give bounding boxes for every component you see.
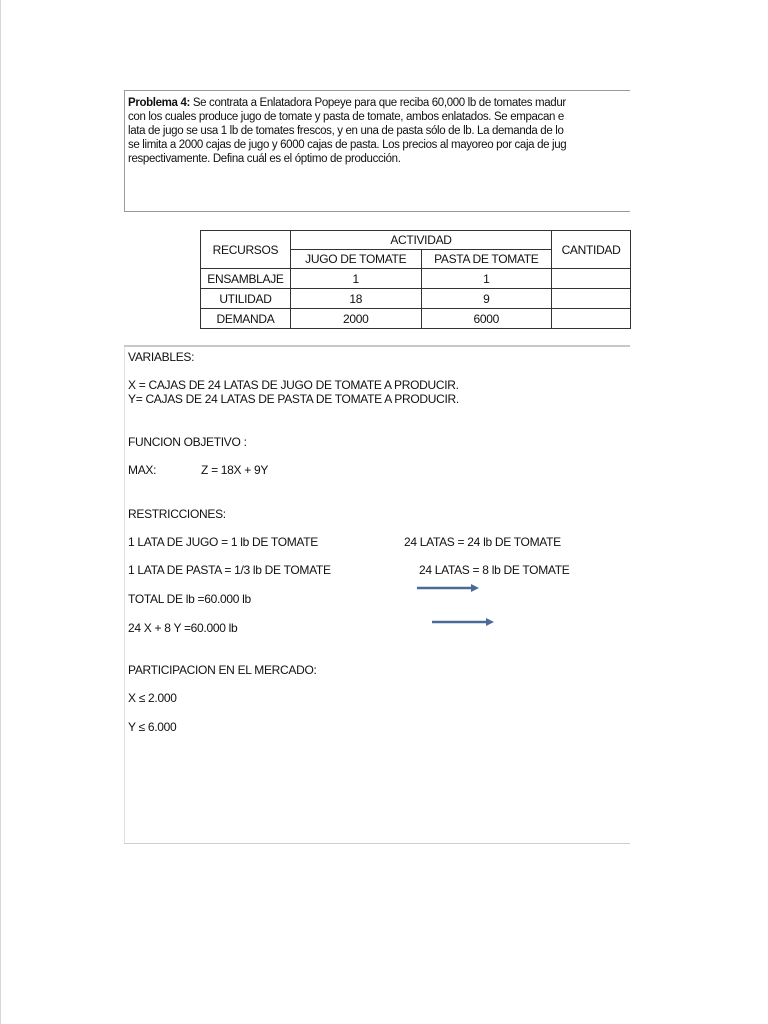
objective-formula: Z = 18X + 9Y — [201, 463, 269, 477]
problem-text — [128, 96, 630, 166]
arrow-right-icon — [432, 617, 494, 627]
left-border-line — [124, 347, 125, 844]
variable-y-definition: Y= CAJAS DE 24 LATAS DE PASTA DE TOMATE A PRODUCIR. — [128, 392, 459, 406]
cell-resource: UTILIDAD — [201, 289, 291, 309]
header-pasta-de-tomate: PASTA DE TOMATE — [421, 250, 552, 269]
cell-pasta: 9 — [421, 289, 552, 309]
header-cantidad: CANTIDAD — [552, 231, 631, 269]
restriction-pasta-left: 1 LATA DE PASTA = 1/3 lb DE TOMATE — [128, 563, 331, 577]
section-divider — [124, 345, 630, 347]
page-left-edge — [0, 0, 1, 1024]
cell-pasta: 1 — [421, 269, 552, 289]
table-header-row — [201, 231, 631, 250]
market-y-limit: Y ≤ 6.000 — [128, 720, 177, 734]
table-row — [201, 289, 631, 309]
restrictions-heading: RESTRICCIONES: — [128, 507, 226, 521]
cell-resource: ENSAMBLAJE — [201, 269, 291, 289]
cell-resource: DEMANDA — [201, 309, 291, 329]
header-actividad: ACTIVIDAD — [290, 231, 551, 250]
market-x-limit: X ≤ 2.000 — [128, 691, 177, 705]
objective-heading: FUNCION OBJETIVO : — [128, 435, 247, 449]
cell-pasta: 6000 — [421, 309, 552, 329]
restriction-pasta-right: 24 LATAS = 8 lb DE TOMATE — [419, 563, 570, 577]
cell-cantidad — [552, 289, 631, 309]
cell-cantidad — [552, 269, 631, 289]
restriction-equation: 24 X + 8 Y =60.000 lb — [128, 621, 238, 635]
table-row — [201, 309, 631, 329]
problem-line-3: lata de jugo se usa 1 lb de tomates frescos, y en una de pasta sólo de lb. La demanda de lo — [128, 125, 564, 137]
market-heading: PARTICIPACION EN EL MERCADO: — [128, 663, 317, 677]
restriction-total: TOTAL DE lb =60.000 lb — [128, 592, 251, 606]
problem-line-4: se limita a 2000 cajas de jugo y 6000 cajas de pasta. Los precios al mayoreo por caja de jug — [128, 139, 567, 151]
objective-max-label: MAX: — [128, 463, 157, 477]
cell-jugo: 1 — [290, 269, 421, 289]
cell-jugo: 2000 — [290, 309, 421, 329]
arrow-right-icon — [417, 583, 479, 593]
table-row — [201, 269, 631, 289]
variables-heading: VARIABLES: — [128, 350, 195, 364]
bottom-divider — [124, 843, 630, 844]
problem-line-5: respectivamente. Defina cuál es el óptimo de producción. — [128, 153, 401, 165]
problem-line-2: con los cuales produce jugo de tomate y pasta de tomate, ambos enlatados. Se empacan e — [128, 111, 564, 123]
problem-title: Problema 4: — [128, 97, 190, 109]
problem-line-1 — [128, 96, 630, 110]
cell-jugo: 18 — [290, 289, 421, 309]
problem-line-1-text: Se contrata a Enlatadora Popeye para que reciba 60,000 lb de tomates madur — [189, 97, 566, 109]
cell-cantidad — [552, 309, 631, 329]
variable-x-definition: X = CAJAS DE 24 LATAS DE JUGO DE TOMATE A PRODUCIR. — [128, 378, 459, 392]
resources-table — [200, 230, 631, 329]
restriction-jugo-right: 24 LATAS = 24 lb DE TOMATE — [404, 535, 561, 549]
header-recursos: RECURSOS — [201, 231, 291, 269]
header-jugo-de-tomate: JUGO DE TOMATE — [290, 250, 421, 269]
restriction-jugo-left: 1 LATA DE JUGO = 1 lb DE TOMATE — [128, 535, 318, 549]
problem-statement-box — [124, 90, 630, 212]
